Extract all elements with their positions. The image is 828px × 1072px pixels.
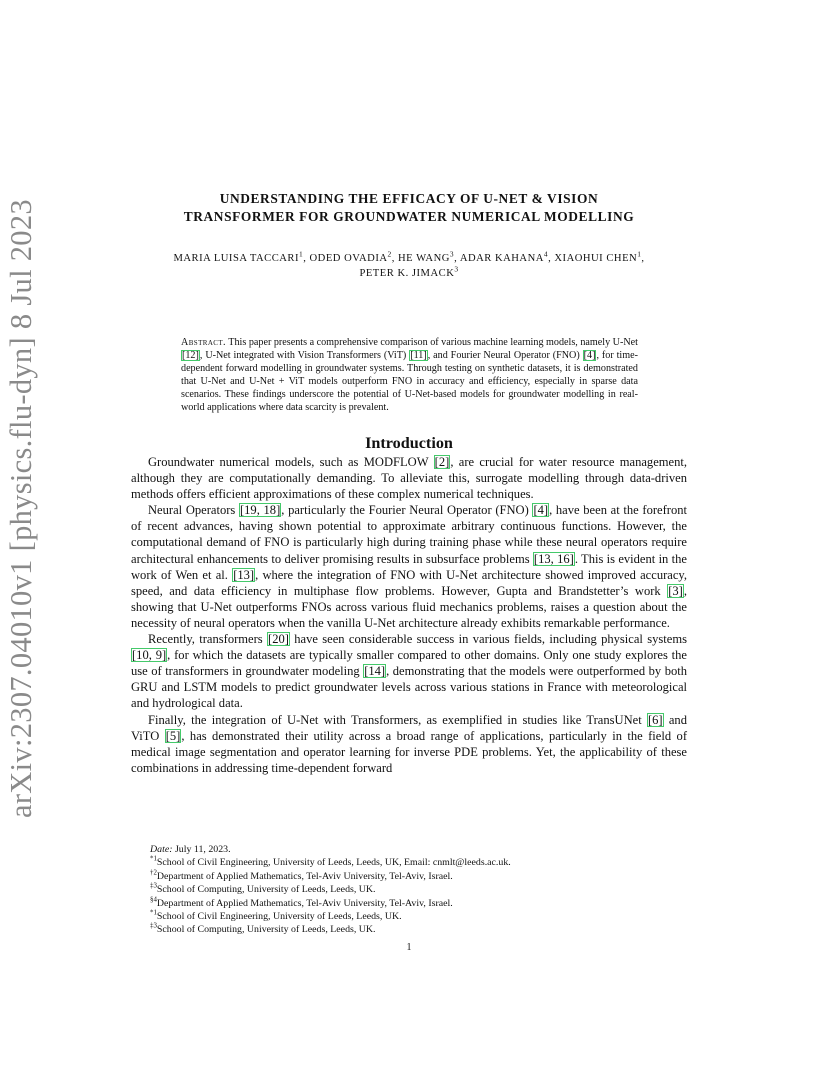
abstract-text: , and Fourier Neural Operator (FNO) bbox=[427, 350, 583, 362]
author: ADAR KAHANA$^4$, bbox=[459, 249, 555, 264]
paragraph: Neural Operators [19, 18], particularly the Fourier Neural Operator (FNO) [4], have been at the forefront of recent advances, having shown potential to approximate arbitrary continuous functions. However, the computational demand of FNO is particularly high during training phase while these neural operators require architectural enhancements to deliver promising results in subsurface problems [13, 16]. This is evident in the work of Wen et al. [13], where the integration of FNO with U-Net architecture showed improved accuracy, speed, and data efficiency in multiphase flow problems. However, Gupta and Brandstetter’s work [3], showing that U-Net outperforms FNOs across various fluid mechanics problems, raises a question about the necessity of neural operators when the vanilla U-Net architecture already exhibits remarkable performance. bbox=[131, 503, 688, 630]
citation-link[interactable]: [3] bbox=[668, 583, 683, 598]
paper-title bbox=[130, 190, 688, 226]
author: HE WANG$^3$, bbox=[398, 249, 460, 264]
arxiv-identifier-stamp: arXiv:2307.04010v1 [physics.flu-dyn] 8 Jul 2023 bbox=[4, 199, 38, 818]
citation-link[interactable]: [20] bbox=[268, 632, 289, 647]
footnote: $^{\S 4}$Department of Applied Mathematics, Tel-Aviv University, Tel-Aviv, Israel. bbox=[150, 896, 453, 909]
citation-link[interactable]: [12] bbox=[182, 350, 199, 362]
author: ODED OVADIA$^2$, bbox=[309, 249, 399, 264]
footnote-date: Date: July 11, 2023. bbox=[150, 844, 231, 855]
footnotes bbox=[150, 843, 670, 937]
footnote: $^{\dagger 2}$Department of Applied Mathematics, Tel-Aviv University, Tel-Aviv, Israel. bbox=[150, 869, 453, 882]
author: XIAOHUI CHEN$^1$, bbox=[554, 249, 645, 264]
paragraph: Recently, transformers [20] have seen considerable success in various fields, including physical systems [10, 9], for which the datasets are typically smaller compared to other domains. Only one study explores the use of transformers in groundwater modeling [14], demonstrating that the models were outperformed by both GRU and LSTM models to predict groundwater levels across various stations in France with meteorological and hydrological data. bbox=[131, 632, 688, 711]
abstract-text: , U-Net integrated with Vision Transformers (ViT) bbox=[199, 350, 410, 362]
citation-link[interactable]: [4] bbox=[533, 503, 549, 518]
title-line-1: UNDERSTANDING THE EFFICACY OF U-NET & VISION bbox=[219, 191, 599, 206]
page-number: 1 bbox=[406, 942, 412, 953]
citation-link[interactable]: [13, 16] bbox=[533, 551, 574, 566]
footnote: $^{*1}$School of Civil Engineering, University of Leeds, Leeds, UK, Email: cnmlt@leeds.ac.uk. bbox=[150, 856, 511, 869]
paragraph: Groundwater numerical models, such as MODFLOW [2], are crucial for water resource management, although they are computationally demanding. To alleviate this, surrogate modelling through data-driven methods offers efficient approximations of these complex numerical techniques. bbox=[131, 455, 687, 502]
author-list bbox=[130, 249, 688, 281]
citation-link[interactable]: [5] bbox=[165, 728, 181, 743]
author: MARIA LUISA TACCARI$^1$, bbox=[173, 249, 310, 264]
citation-link[interactable]: [19, 18] bbox=[239, 503, 281, 518]
footnote: $^{\ddagger 3}$School of Computing, University of Leeds, Leeds, UK. bbox=[150, 923, 376, 936]
title-line-2: TRANSFORMER FOR GROUNDWATER NUMERICAL MODELLING bbox=[183, 209, 635, 224]
citation-link[interactable]: [14] bbox=[364, 664, 386, 679]
citation-link[interactable]: [10, 9] bbox=[132, 648, 167, 663]
citation-link[interactable]: [2] bbox=[434, 455, 450, 469]
body-text bbox=[131, 454, 687, 776]
paragraph: Finally, the integration of U-Net with Transformers, as exemplified in studies like TransUNet [6] and ViTO [5], has demonstrated their utility across a broad range of applications, particularly in the field of medical image segmentation and operator learning for inverse PDE problems. Yet, the applicability of these combinations in addressing time-dependent forward bbox=[131, 712, 687, 775]
citation-link[interactable]: [13] bbox=[233, 567, 255, 582]
citation-link[interactable]: [6] bbox=[647, 712, 663, 727]
footnote: $^{\ddagger 3}$School of Computing, University of Leeds, Leeds, UK. bbox=[150, 882, 376, 896]
abstract-text: This paper presents a comprehensive comparison of various machine learning models, namely U-Net bbox=[225, 337, 638, 348]
author: PETER K. JIMACK$^3$ bbox=[359, 263, 459, 279]
footnote: $^{*1}$School of Civil Engineering, University of Leeds, Leeds, UK. bbox=[150, 909, 402, 923]
abstract-label: Abstract. bbox=[181, 337, 226, 348]
citation-link[interactable]: [4] bbox=[583, 350, 596, 362]
citation-link[interactable]: [11] bbox=[410, 350, 427, 362]
section-heading-introduction: Introduction bbox=[365, 434, 453, 452]
abstract-text: , for time-dependent forward modelling in groundwater systems. Through testing on synthetic datasets, it is demonstrated that U-Net and U-Net + ViT models outperform FNO in accuracy and efficiency, especially in sparse data scenarios. These findings underscore the potential of U-Net-based models for groundwater modelling in real-world applications where data scarcity is prevalent. bbox=[181, 350, 638, 414]
abstract bbox=[181, 336, 638, 415]
